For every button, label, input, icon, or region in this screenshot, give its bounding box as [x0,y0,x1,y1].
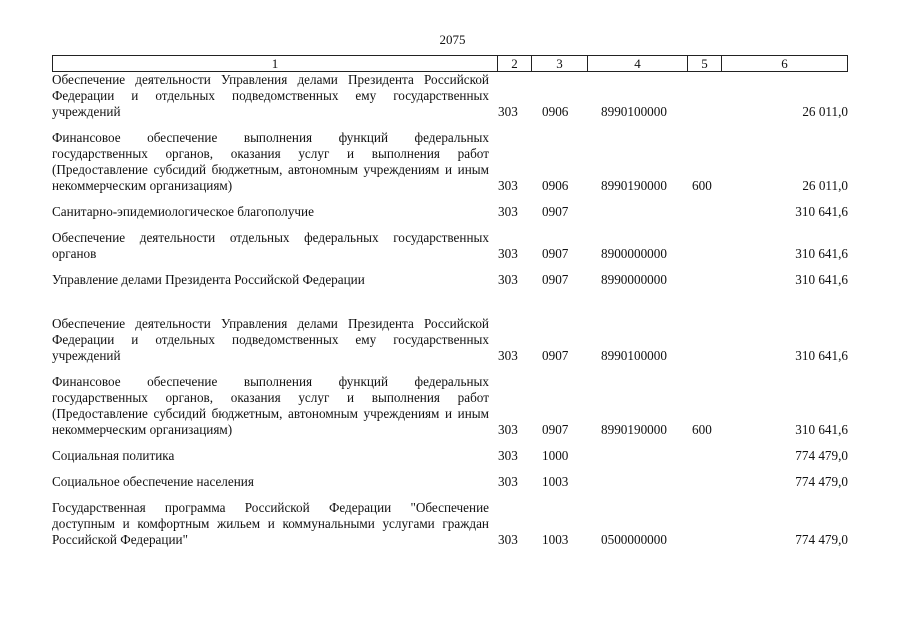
row-description: Социальная политика [52,448,175,463]
table-row [52,374,848,438]
row-code-2: 303 [498,104,518,119]
row-code-2: 303 [498,532,518,547]
row-amount: 26 011,0 [802,178,848,193]
table-row [52,230,848,262]
table-row [52,72,848,120]
row-code-4: 0500000000 [601,532,667,547]
row-code-3: 0906 [542,178,569,193]
column-header-6: 6 [721,56,847,71]
table-row [52,448,848,464]
page-number: 2075 [439,32,466,47]
row-amount: 774 479,0 [795,474,848,489]
row-code-4: 8990190000 [601,422,667,437]
column-header-2: 2 [497,56,531,71]
row-code-2: 303 [498,178,518,193]
row-code-3: 0907 [542,348,569,363]
column-header-5: 5 [687,56,721,71]
row-amount: 310 641,6 [795,422,848,437]
column-header-1: 1 [271,56,279,71]
row-code-4: 8990000000 [601,272,667,287]
row-amount: 310 641,6 [795,246,848,261]
row-amount: 774 479,0 [795,532,848,547]
row-description: Финансовое обеспечение выполнения функций федеральных государственных органов, оказания услуг и выполнения работ (Предоставление субсидий бюджетным, автономным учреждениям и иным некоммерческим организациям) [52,130,489,193]
row-code-2: 303 [498,422,518,437]
row-code-4: 8990100000 [601,104,667,119]
row-amount: 774 479,0 [795,448,848,463]
table-row [52,500,848,548]
row-description: Обеспечение деятельности Управления делами Президента Российской Федерации и отдельных подведомственных ему государственных учреждений [52,316,489,363]
row-code-3: 0907 [542,272,569,287]
row-code-2: 303 [498,246,518,261]
row-description: Санитарно-эпидемиологическое благополучие [52,204,314,219]
row-description: Государственная программа Российской Федерации "Обеспечение доступным и комфортным жильем и коммунальными услугами граждан Российской Федерации" [52,500,489,547]
row-code-3: 0907 [542,422,569,437]
budget-table [52,55,848,548]
row-description: Обеспечение деятельности отдельных федеральных государственных органов [52,230,489,261]
row-code-3: 0907 [542,246,569,261]
table-row [52,474,848,490]
row-code-5: 600 [692,178,712,193]
row-code-3: 1003 [542,474,569,489]
row-code-2: 303 [498,474,518,489]
column-header-4: 4 [587,56,687,71]
table-header-row [52,55,848,72]
row-description: Управление делами Президента Российской Федерации [52,272,365,287]
column-header-3: 3 [531,56,587,71]
table-row [52,130,848,194]
row-description: Обеспечение деятельности Управления делами Президента Российской Федерации и отдельных подведомственных ему государственных учреждений [52,72,489,119]
row-code-2: 303 [498,204,518,219]
row-amount: 310 641,6 [795,272,848,287]
row-code-4: 8990100000 [601,348,667,363]
row-code-4: 8900000000 [601,246,667,261]
table-row [52,204,848,220]
row-code-2: 303 [498,348,518,363]
table-row [52,316,848,364]
row-code-3: 1003 [542,532,569,547]
row-amount: 26 011,0 [802,104,848,119]
row-code-3: 1000 [542,448,569,463]
row-description: Финансовое обеспечение выполнения функций федеральных государственных органов, оказания услуг и выполнения работ (Предоставление субсидий бюджетным, автономным учреждениям и иным некоммерческим организациям) [52,374,489,437]
row-description: Социальное обеспечение населения [52,474,254,489]
row-code-2: 303 [498,272,518,287]
row-amount: 310 641,6 [795,348,848,363]
row-code-5: 600 [692,422,712,437]
row-code-2: 303 [498,448,518,463]
row-code-4: 8990190000 [601,178,667,193]
row-code-3: 0907 [542,204,569,219]
row-amount: 310 641,6 [795,204,848,219]
table-row [52,272,848,288]
row-code-3: 0906 [542,104,569,119]
